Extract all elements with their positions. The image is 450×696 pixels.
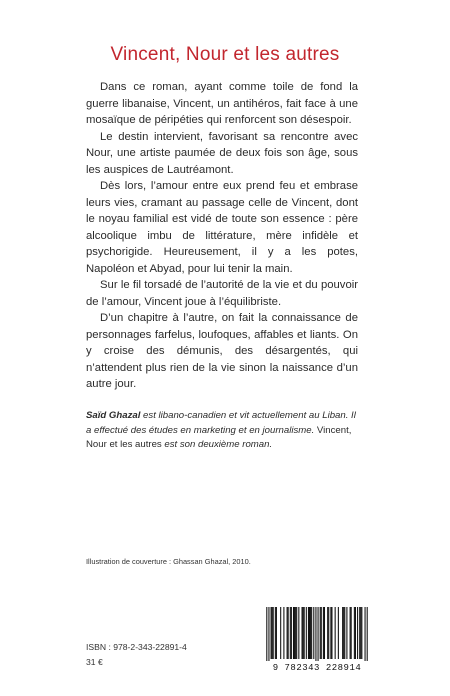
barcode-bar xyxy=(324,607,325,659)
barcode-bar xyxy=(309,607,310,659)
barcode-bar xyxy=(296,607,297,659)
barcode-bar xyxy=(315,607,316,661)
barcode-bar xyxy=(287,607,288,659)
barcode-bar xyxy=(335,607,336,659)
barcode-bar xyxy=(346,607,347,659)
blurb-paragraph: D’un chapitre à l’autre, on fait la connaissance de personnages farfelus, loufoques, affables et liants. On y croise des démunis, des désargentés, qui n’attendent plus rien de la vie sinon la naissance d’un autre jour. xyxy=(86,312,358,390)
bio-text-end: est son deuxième roman. xyxy=(161,439,273,450)
barcode-bar xyxy=(302,607,303,659)
barcode-bar xyxy=(350,607,351,659)
illustration-credit: Illustration de couverture : Ghassan Ghazal, 2010. xyxy=(86,557,251,566)
price: 31 € xyxy=(86,657,103,667)
bio-book-title: Vincent, Nour et les autres xyxy=(86,424,352,450)
barcode-bar xyxy=(306,607,307,659)
barcode-bar xyxy=(280,607,281,659)
barcode-bar xyxy=(321,607,322,659)
barcode-bar xyxy=(354,607,355,659)
barcode-bar xyxy=(365,607,366,661)
barcode-bar xyxy=(294,607,295,659)
barcode-bar xyxy=(298,607,299,659)
barcode-bar xyxy=(288,607,289,659)
barcode-bar xyxy=(276,607,277,659)
barcode-bar xyxy=(275,607,276,659)
author-bio xyxy=(86,409,361,453)
barcode-bar xyxy=(295,607,296,659)
barcode-bar xyxy=(359,607,360,659)
barcode-bar xyxy=(303,607,304,659)
barcode xyxy=(262,607,372,673)
barcode-bar xyxy=(283,607,284,659)
barcode-bars xyxy=(262,607,372,661)
barcode-bar xyxy=(266,607,267,661)
barcode-bar xyxy=(360,607,361,659)
bio-text: est libano-canadien et vit actuellement au Liban. Il a effectué des études en marketing et en journalisme. xyxy=(86,410,356,436)
barcode-bar xyxy=(323,607,324,659)
barcode-bar xyxy=(355,607,356,659)
barcode-bar xyxy=(304,607,305,659)
barcode-bar xyxy=(290,607,291,659)
barcode-bar xyxy=(291,607,292,659)
barcode-bar xyxy=(272,607,273,659)
blurb-paragraph: Le destin intervient, favorisant sa rencontre avec Nour, une artiste paumée de deux fois son âge, sous les auspices de Lautréamont. xyxy=(86,130,358,176)
barcode-bar xyxy=(357,607,358,659)
barcode-bar xyxy=(293,607,294,659)
barcode-bar xyxy=(361,607,362,659)
barcode-bar xyxy=(313,607,314,659)
barcode-bar xyxy=(328,607,329,659)
barcode-bar xyxy=(343,607,344,659)
barcode-bar xyxy=(273,607,274,659)
barcode-bar xyxy=(311,607,312,659)
barcode-bar xyxy=(342,607,343,659)
barcode-bar xyxy=(318,607,319,661)
barcode-bar xyxy=(330,607,331,659)
blurb-paragraph: Dès lors, l’amour entre eux prend feu et embrase leurs vies, cramant au passage celle de Vincent, dont le noyau familial est vidé de toute son essence : père alcoolique imbu de littérature, mère infidèle et psychorigide. Heureusement, il y a les potes, Napoléon et Abyad, pour lui tenir la main. xyxy=(86,180,358,275)
barcode-bar xyxy=(308,607,309,659)
blurb-paragraph: Dans ce roman, ayant comme toile de fond la guerre libanaise, Vincent, un antihéros, fait face à une mosaïque de péripéties qui renforcent son désespoir. xyxy=(86,81,358,126)
barcode-bar xyxy=(331,607,332,659)
barcode-digits: 9 782343 228914 xyxy=(272,663,362,673)
barcode-bar xyxy=(271,607,272,659)
barcode-bar xyxy=(344,607,345,659)
barcode-bar xyxy=(351,607,352,659)
barcode-bar xyxy=(327,607,328,659)
barcode-bar xyxy=(367,607,368,661)
back-cover-blurb xyxy=(86,79,358,393)
book-title: Vincent, Nour et les autres xyxy=(110,44,340,65)
barcode-bar xyxy=(338,607,339,659)
barcode-bar xyxy=(310,607,311,659)
blurb-paragraph: Sur le fil torsadé de l’autorité de la vie et du pouvoir de l’amour, Vincent joue à l’équilibriste. xyxy=(86,279,358,308)
barcode-bar xyxy=(268,607,269,661)
author-name: Saïd Ghazal xyxy=(86,410,141,421)
isbn: ISBN : 978-2-343-22891-4 xyxy=(86,642,187,652)
barcode-bar xyxy=(320,607,321,659)
